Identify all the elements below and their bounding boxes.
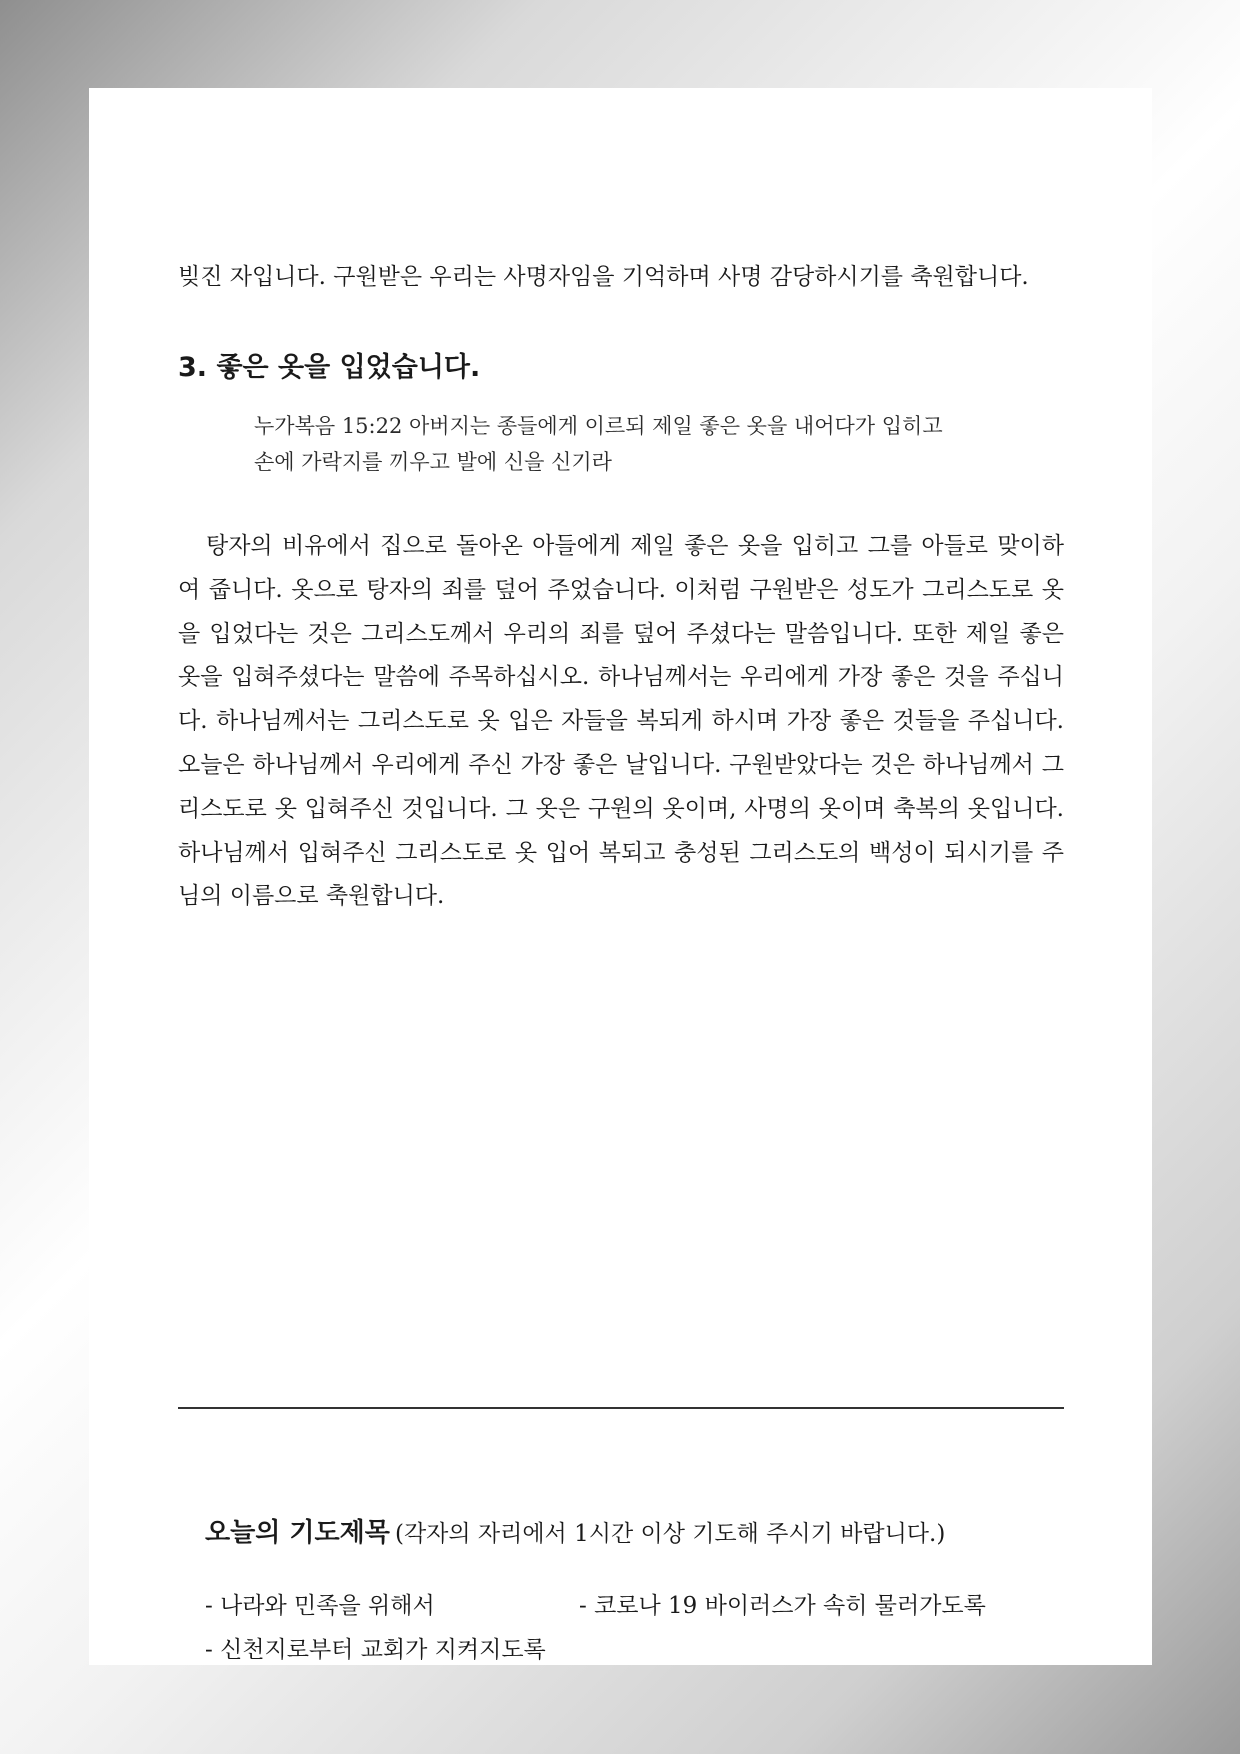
prayer-note: (각자의 자리에서 1시간 이상 기도해 주시기 바랍니다.)	[394, 1521, 946, 1547]
body-paragraph: 탕자의 비유에서 집으로 돌아온 아들에게 제일 좋은 옷을 입히고 그를 아들로 맞이하여 줍니다. 옷으로 탕자의 죄를 덮어 주었습니다. 이처럼 구원받은 성도가 그리스도로 옷을 입었다는 것은 그리스도께서 우리의 죄를 덮어 주셨다는 말씀입니다. 또한 제일 좋은 옷을 입혀주셨다는 말씀에 주목하십시오. 하나님께서는 우리에게 가장 좋은 것을 주십니다. 하나님께서는 그리스도로 옷 입은 자들을 복되게 하시며 가장 좋은 것들을 주십니다. 오늘은 하나님께서 우리에게 주신 가장 좋은 날입니다. 구원받았다는 것은 하나님께서 그리스도로 옷 입혀주신 것입니다. 그 옷은 구원의 옷이며, 사명의 옷이며 축복의 옷입니다. 하나님께서 입혀주신 그리스도로 옷 입어 복되고 충성된 그리스도의 백성이 되시기를 주님의 이름으로 축원합니다.	[178, 533, 1064, 910]
prayer-heading	[205, 1515, 945, 1554]
section-divider	[178, 1407, 1064, 1409]
prayer-item: - 코로나 19 바이러스가 속히 물러가도록	[579, 1593, 986, 1619]
prayer-title: 오늘의 기도제목	[205, 1518, 390, 1548]
prayer-item: - 나라와 민족을 위해서	[205, 1593, 435, 1619]
scripture-line: 누가복음 15:22 아버지는 종들에게 이르되 제일 좋은 옷을 내어다가 입히고	[254, 414, 943, 438]
prayer-item: - 신천지로부터 교회가 지켜지도록	[205, 1637, 546, 1663]
document-page	[89, 88, 1152, 1665]
continuation-text: 빚진 자입니다. 구원받은 우리는 사명자임을 기억하며 사명 감당하시기를 축원합니다.	[178, 264, 1029, 290]
section-heading: 3. 좋은 옷을 입었습니다.	[178, 352, 481, 383]
scripture-quote	[254, 408, 1014, 480]
scripture-line: 손에 가락지를 끼우고 발에 신을 신기라	[254, 450, 612, 474]
